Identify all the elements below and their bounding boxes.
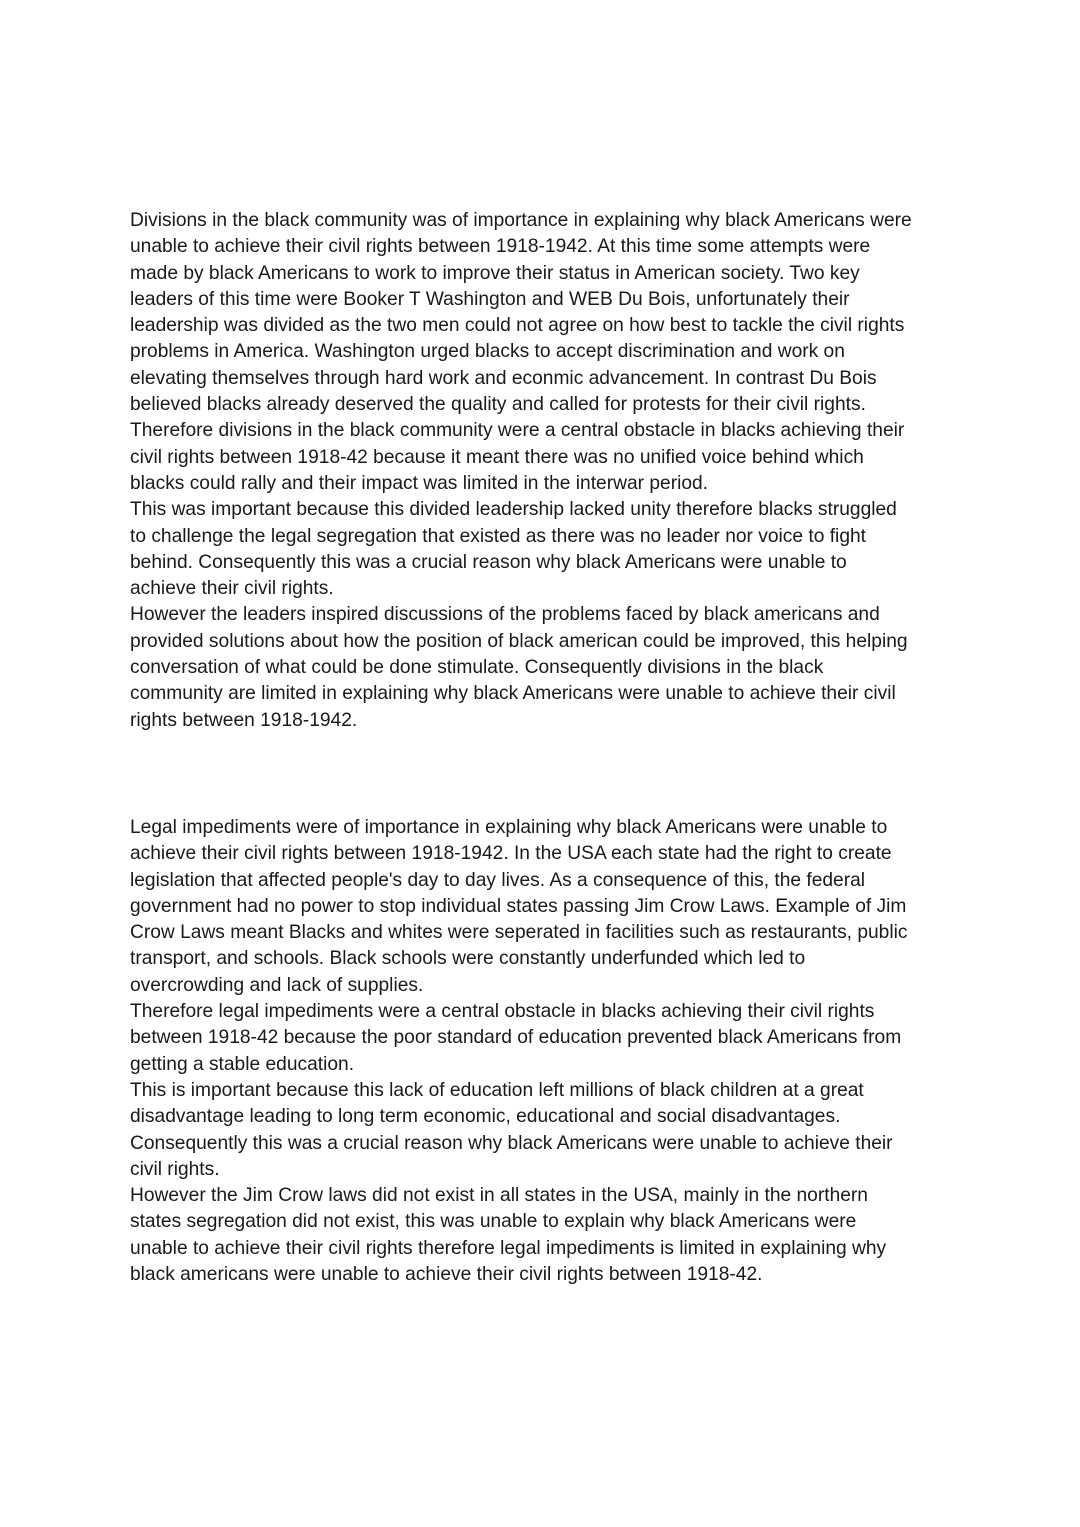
text-line: However the Jim Crow laws did not exist in all states in the USA, mainly in the northern [130,1185,868,1207]
text-line: to challenge the legal segregation that existed as there was no leader nor voice to fight [130,525,866,547]
text-line: made by black Americans to work to improve their status in American society. Two key [130,262,860,284]
text-line: civil rights between 1918-42 because it meant there was no unified voice behind which [130,446,864,468]
text-line: provided solutions about how the position of black american could be improved, this helping [130,630,908,652]
text-line: between 1918-42 because the poor standard of education prevented black Americans from [130,1027,902,1049]
text-line: states segregation did not exist, this was unable to explain why black Americans were [130,1211,857,1233]
text-line: conversation of what could be done stimulate. Consequently divisions in the black [130,657,824,679]
text-line: community are limited in explaining why black Americans were unable to achieve their civil [130,683,896,705]
text-line: This was important because this divided leadership lacked unity therefore blacks struggled [130,499,897,521]
text-line: getting a stable education. [130,1053,355,1075]
text-line: transport, and schools. Black schools were constantly underfunded which led to [130,948,806,970]
text-line: legislation that affected people's day to day lives. As a consequence of this, the federal [130,869,866,891]
text-line: achieve their civil rights. [130,578,334,600]
text-line: overcrowding and lack of supplies. [130,974,424,996]
section-legal-impediments [130,815,960,1288]
text-line: government had no power to stop individual states passing Jim Crow Laws. Example of Jim [130,895,907,917]
text-line: behind. Consequently this was a crucial reason why black Americans were unable to [130,551,847,573]
text-line: problems in America. Washington urged blacks to accept discrimination and work on [130,341,845,363]
text-line: achieve their civil rights between 1918-1942. In the USA each state had the right to create [130,843,892,865]
text-line: However the leaders inspired discussions of the problems faced by black americans and [130,604,880,626]
text-line: Therefore divisions in the black community were a central obstacle in blacks achieving their [130,420,905,442]
text-line: Legal impediments were of importance in explaining why black Americans were unable to [130,817,888,838]
text-line: unable to achieve their civil rights therefore legal impediments is limited in explaining why [130,1237,887,1259]
text-line: Crow Laws meant Blacks and whites were seperated in facilities such as restaurants, public [130,922,908,944]
text-line: elevating themselves through hard work and econmic advancement. In contrast Du Bois [130,367,877,389]
text-line: Therefore legal impediments were a central obstacle in blacks achieving their civil rights [130,1001,875,1023]
text-line: unable to achieve their civil rights between 1918-1942. At this time some attempts were [130,236,871,258]
text-line: Consequently this was a crucial reason why black Americans were unable to achieve their [130,1132,893,1154]
text-line: leadership was divided as the two men could not agree on how best to tackle the civil rights [130,315,905,337]
text-line: black americans were unable to achieve their civil rights between 1918-42. [130,1264,763,1286]
text-line: rights between 1918-1942. [130,709,358,731]
text-line: leaders of this time were Booker T Washington and WEB Du Bois, unfortunately their [130,288,850,310]
text-line: believed blacks already deserved the quality and called for protests for their civil rights. [130,394,866,416]
text-line: civil rights. [130,1158,220,1180]
text-line: blacks could rally and their impact was limited in the interwar period. [130,472,709,494]
text-line: Divisions in the black community was of importance in explaining why black Americans were [130,210,912,231]
section-divisions [130,208,960,734]
text-line: This is important because this lack of education left millions of black children at a great [130,1079,864,1101]
text-line: disadvantage leading to long term economic, educational and social disadvantages. [130,1106,841,1128]
